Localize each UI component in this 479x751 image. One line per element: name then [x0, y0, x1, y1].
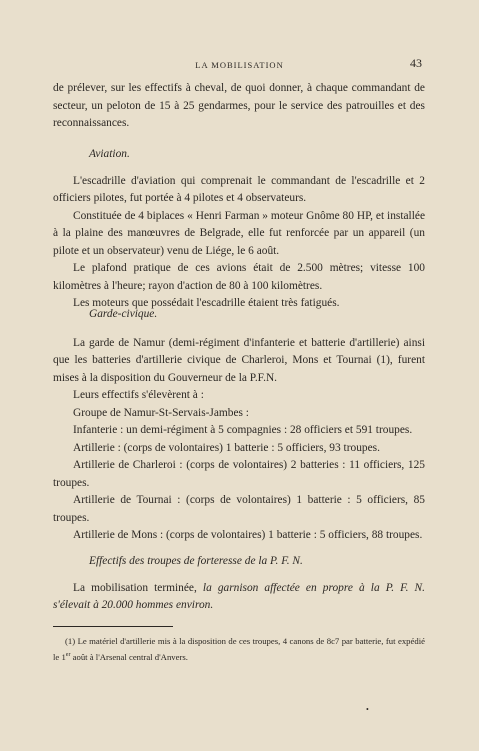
garde-paragraph: Artillerie de Charleroi : (corps de volontaires) 2 batteries : 11 officiers, 125 troupes.	[53, 459, 425, 489]
garde-paragraph: Leurs effectifs s'élevèrent à :	[73, 389, 204, 401]
forteresse-sentence-start: La mobilisation terminée,	[73, 581, 203, 594]
forteresse-sentence-italic: la garnison affectée en propre à la P. F. N. s'élevait à 20.000 hommes environ.	[53, 581, 425, 611]
intro-block	[53, 80, 425, 133]
garde-civique-heading: Garde-civique.	[89, 308, 158, 320]
aviation-section	[53, 146, 425, 313]
garde-paragraph: Groupe de Namur-St-Servais-Jambes :	[73, 406, 249, 419]
footnote	[53, 634, 425, 664]
garde-paragraph: Artillerie de Mons : (corps de volontaires) 1 batterie : 5 officiers, 88 troupes.	[73, 529, 423, 541]
aviation-paragraph: Constituée de 4 biplaces « Henri Farman » moteur Gnôme 80 HP, et installée à la plaine des manœuvres de Belgrade, elle fut renforcée par un appareil (un pilote et un observateur) venu de Liége, le 6 août.	[53, 209, 425, 257]
garde-paragraph: Artillerie de Tournai : (corps de volontaires) 1 batterie : 5 officiers, 85 troupes.	[53, 494, 425, 524]
footnote-superscript: er	[65, 652, 71, 658]
page-number: 43	[410, 56, 422, 70]
running-header: LA MOBILISATION	[195, 60, 284, 70]
footnote-text-end: août à l'Arsenal central d'Anvers.	[70, 651, 188, 662]
intro-paragraph: de prélever, sur les effectifs à cheval, de quoi donner, à chaque commandant de secteur, un peloton de 15 à 25 gendarmes, pour le service des patrouilles et des reconnaissances.	[53, 82, 425, 129]
garde-paragraph: Artillerie : (corps de volontaires) 1 batterie : 5 officiers, 93 troupes.	[73, 441, 380, 454]
aviation-paragraph: Les moteurs que possédait l'escadrille étaient très fatigués.	[73, 297, 340, 309]
aviation-paragraph: Le plafond pratique de ces avions était de 2.500 mètres; vitesse 100 kilomètres à l'heure; rayon d'action de 80 à 100 kilomètres.	[53, 262, 425, 292]
aviation-heading: Aviation.	[89, 148, 130, 160]
garde-paragraph: La garde de Namur (demi-régiment d'infanterie et batterie d'artillerie) ainsi que les batteries d'artillerie civique de Charleroi, Mons et Tournai (1), furent mises à la disposition du Gouverneur de la P.F.N.	[53, 336, 425, 384]
footnote-rule	[53, 626, 173, 627]
garde-civique-section	[53, 306, 425, 545]
aviation-paragraph: L'escadrille d'aviation qui comprenait le commandant de l'escadrille et 2 officiers pilotes, fut portée à 4 pilotes et 4 observateurs.	[53, 174, 425, 204]
garde-paragraph: Infanterie : un demi-régiment à 5 compagnies : 28 officiers et 591 troupes.	[73, 424, 413, 436]
footnote-text: (1) Le matériel d'artillerie mis à la disposition de ces troupes, 4 canons de 8c7 par batterie, fut expédié le 1	[53, 636, 425, 662]
page-mark: •	[366, 705, 369, 714]
forteresse-heading: Effectifs des troupes de forteresse de la P. F. N.	[89, 555, 303, 567]
forteresse-section	[53, 553, 425, 615]
forteresse-paragraph	[53, 580, 425, 615]
